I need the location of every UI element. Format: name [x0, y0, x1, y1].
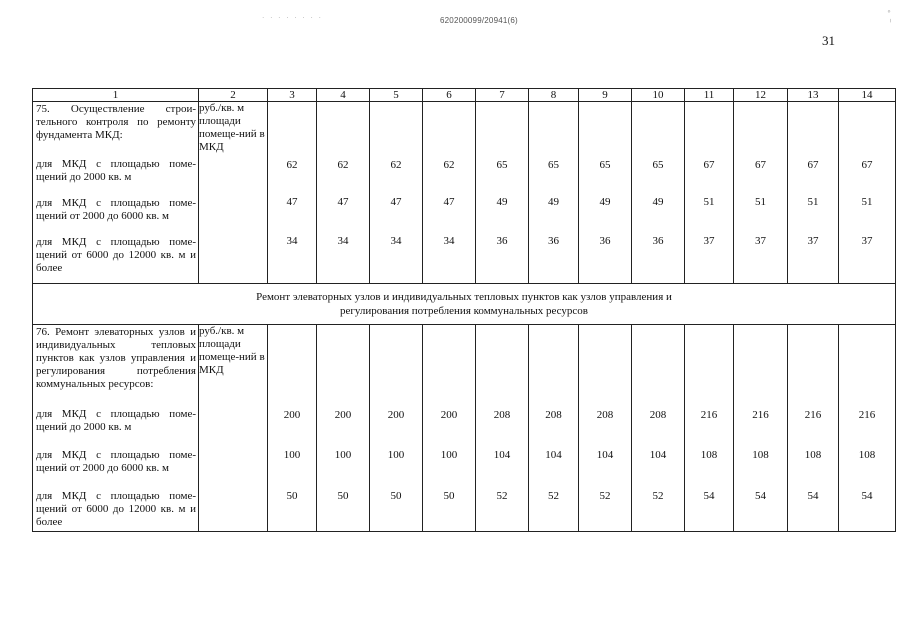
value-cell: 37 [703, 235, 715, 247]
value-cell: 34 [286, 235, 298, 247]
value-cell: 34 [443, 235, 455, 247]
document-id: 620200099/20941(6) [440, 16, 518, 25]
value-cell: 67 [703, 159, 715, 171]
value-column-cell [423, 325, 476, 532]
value-cell: 104 [493, 449, 511, 461]
value-cell: 108 [858, 449, 876, 461]
col-header: 11 [685, 89, 734, 102]
item-title: 76. Ремонт элеваторных узлов и индивидуальных тепловых пунктов как узлов управления и регулирования потребления коммунальных ресурсов: [36, 326, 196, 390]
value-cell: 37 [807, 235, 819, 247]
value-cell: 208 [545, 409, 562, 421]
value-column-cell [839, 102, 896, 284]
value-cell: 200 [440, 409, 458, 421]
value-column-cell [476, 325, 529, 532]
value-cell: 216 [752, 409, 769, 421]
value-column-cell [788, 102, 839, 284]
value-column-cell [370, 102, 423, 284]
col-header: 2 [199, 89, 268, 102]
value-cell: 52 [496, 490, 508, 502]
value-cell: 36 [548, 235, 559, 247]
value-cell: 54 [703, 490, 715, 502]
value-cell: 216 [858, 409, 876, 421]
col-header: 7 [476, 89, 529, 102]
value-cell: 62 [443, 159, 455, 171]
col-header: 6 [423, 89, 476, 102]
page-number: 31 [822, 33, 835, 48]
col-header: 8 [529, 89, 579, 102]
col-header: 10 [632, 89, 685, 102]
value-cell: 108 [700, 449, 718, 461]
value-cell: 62 [390, 159, 402, 171]
value-column-cell [685, 102, 734, 284]
value-cell: 54 [807, 490, 819, 502]
value-cell: 108 [804, 449, 822, 461]
corner-scan-mark: ◦ ⁻ [884, 6, 894, 24]
value-cell: 65 [599, 159, 611, 171]
value-column-cell [579, 102, 632, 284]
col-header: 12 [734, 89, 788, 102]
value-cell: 65 [548, 159, 559, 171]
value-cell: 49 [652, 196, 664, 208]
value-cell: 67 [807, 159, 819, 171]
value-column-cell [268, 102, 317, 284]
value-cell: 50 [337, 490, 349, 502]
value-cell: 49 [548, 196, 559, 208]
section-heading-line: регулирования потребления коммунальных ресурсов [339, 305, 588, 317]
value-cell: 62 [337, 159, 349, 171]
value-cell: 51 [807, 196, 819, 208]
value-column-cell [529, 325, 579, 532]
value-column-cell [734, 102, 788, 284]
value-cell: 104 [545, 449, 562, 461]
value-column-cell [632, 325, 685, 532]
value-cell: 47 [286, 196, 298, 208]
value-cell: 208 [493, 409, 511, 421]
value-column-cell [839, 325, 896, 532]
value-cell: 208 [596, 409, 614, 421]
value-cell: 200 [283, 409, 301, 421]
value-cell: 100 [334, 449, 352, 461]
value-column-cell [632, 102, 685, 284]
row-label: для МКД с площадью поме-щений до 2000 кв. м [36, 158, 196, 183]
item-description-cell [33, 102, 199, 284]
col-header: 14 [839, 89, 896, 102]
value-column-cell [423, 102, 476, 284]
value-cell: 108 [752, 449, 769, 461]
value-cell: 36 [599, 235, 611, 247]
value-cell: 100 [283, 449, 301, 461]
table-row [33, 102, 896, 284]
col-header: 1 [33, 89, 199, 102]
value-cell: 104 [596, 449, 614, 461]
value-cell: 50 [390, 490, 402, 502]
value-cell: 37 [861, 235, 873, 247]
value-cell: 67 [861, 159, 873, 171]
value-cell: 49 [599, 196, 611, 208]
value-cell: 65 [496, 159, 508, 171]
value-cell: 200 [387, 409, 405, 421]
faint-scan-mark: · · · · · · · · [262, 14, 323, 22]
value-cell: 51 [703, 196, 715, 208]
value-cell: 65 [652, 159, 664, 171]
value-cell: 51 [755, 196, 766, 208]
unit-cell: руб./кв. м площади помеще-ний в МКД [199, 102, 268, 284]
value-cell: 200 [334, 409, 352, 421]
col-header: 5 [370, 89, 423, 102]
row-label: для МКД с площадью поме-щений от 6000 до 12000 кв. м и более [36, 236, 196, 274]
row-label: для МКД с площадью поме-щений от 6000 до 12000 кв. м и более [36, 490, 196, 528]
value-cell: 54 [861, 490, 873, 502]
section-heading-row [33, 284, 896, 325]
col-header: 4 [317, 89, 370, 102]
value-cell: 52 [599, 490, 611, 502]
item-description-cell [33, 325, 199, 532]
value-cell: 37 [755, 235, 766, 247]
value-column-cell [317, 325, 370, 532]
value-cell: 47 [390, 196, 402, 208]
value-cell: 50 [286, 490, 298, 502]
row-label: для МКД с площадью поме-щений от 2000 до 6000 кв. м [36, 197, 196, 222]
item-title: 75. Осуществление строи-тельного контроля по ремонту фундамента МКД: [36, 103, 196, 141]
value-cell: 216 [804, 409, 822, 421]
value-column-cell [476, 102, 529, 284]
value-cell: 47 [443, 196, 455, 208]
value-cell: 67 [755, 159, 766, 171]
value-column-cell [529, 102, 579, 284]
value-cell: 49 [496, 196, 508, 208]
value-column-cell [370, 325, 423, 532]
col-header: 9 [579, 89, 632, 102]
value-cell: 50 [443, 490, 455, 502]
tariff-table [32, 88, 896, 532]
row-label: для МКД с площадью поме-щений от 2000 до 6000 кв. м [36, 449, 196, 474]
value-column-cell [268, 325, 317, 532]
value-cell: 104 [649, 449, 667, 461]
value-cell: 36 [496, 235, 508, 247]
value-column-cell [317, 102, 370, 284]
row-label: для МКД с площадью поме-щений до 2000 кв. м [36, 408, 196, 433]
value-cell: 216 [700, 409, 718, 421]
value-cell: 34 [390, 235, 402, 247]
value-cell: 52 [548, 490, 559, 502]
column-number-row [33, 89, 896, 102]
value-column-cell [579, 325, 632, 532]
value-cell: 100 [387, 449, 405, 461]
col-header: 3 [268, 89, 317, 102]
value-cell: 62 [286, 159, 298, 171]
value-cell: 208 [649, 409, 667, 421]
col-header: 13 [788, 89, 839, 102]
unit-cell: руб./кв. м площади помеще-ний в МКД [199, 325, 268, 532]
section-heading [33, 284, 896, 325]
section-heading-line: Ремонт элеваторных узлов и индивидуальных тепловых пунктов как узлов управления и [256, 291, 672, 303]
value-column-cell [734, 325, 788, 532]
value-cell: 47 [337, 196, 349, 208]
value-cell: 51 [861, 196, 873, 208]
value-cell: 36 [652, 235, 664, 247]
value-cell: 52 [652, 490, 664, 502]
value-cell: 100 [440, 449, 458, 461]
value-column-cell [685, 325, 734, 532]
value-cell: 34 [337, 235, 349, 247]
value-cell: 54 [755, 490, 766, 502]
value-column-cell [788, 325, 839, 532]
table-row [33, 325, 896, 532]
